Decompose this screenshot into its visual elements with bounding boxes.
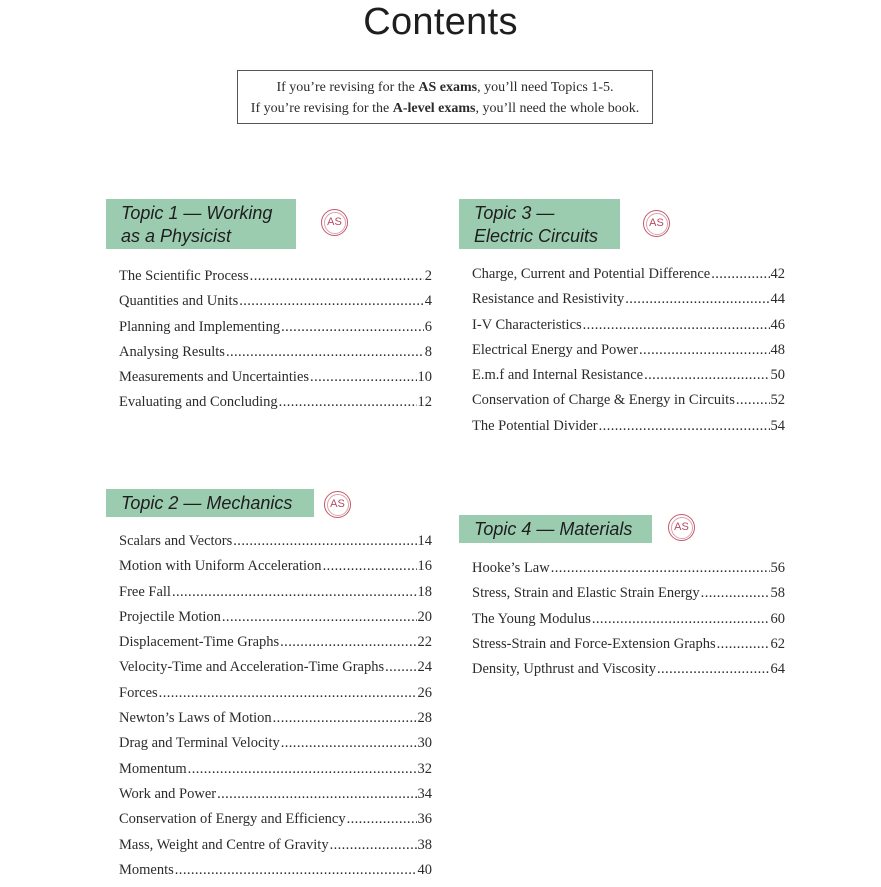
dot-leader (188, 761, 417, 778)
toc-entry (119, 761, 432, 786)
dot-leader (281, 735, 417, 752)
dot-leader (644, 367, 769, 384)
toc-entry-title: Analysing Results (119, 343, 225, 360)
dot-leader (551, 560, 770, 577)
toc-entry-title: Projectile Motion (119, 608, 221, 625)
toc-entry (472, 661, 785, 686)
toc-entry (119, 344, 432, 369)
toc-entry-page: 64 (770, 661, 785, 678)
toc-entry-page: 24 (417, 659, 432, 676)
dot-leader (711, 266, 769, 283)
toc-entry (472, 560, 785, 585)
toc-entry-page: 14 (417, 533, 432, 549)
toc-entry (119, 369, 432, 394)
alevel-exams-label: A-level exams (392, 101, 476, 116)
toc-entry (472, 317, 785, 342)
note-line-as: If you’re revising for the AS exams, you’ll need Topics 1-5. (276, 80, 614, 95)
dot-leader (172, 584, 417, 601)
dot-leader (233, 533, 416, 550)
toc-entry-page: 2 (424, 268, 432, 284)
toc-entry-title: The Young Modulus (472, 610, 591, 627)
dot-leader (347, 811, 417, 828)
toc-entry-page: 38 (417, 836, 432, 853)
dot-leader (175, 862, 417, 879)
toc-entry-title: Free Fall (119, 583, 171, 600)
toc-entry (119, 609, 432, 634)
toc-entry (119, 558, 432, 583)
dot-leader (280, 634, 416, 651)
toc-entry-page: 60 (770, 610, 785, 627)
toc-entry-title: Measurements and Uncertainties (119, 369, 310, 386)
toc-entry (119, 268, 432, 293)
toc-entry (119, 584, 432, 609)
toc-entry-page: 30 (417, 735, 432, 752)
toc-entry-title: Velocity-Time and Acceleration-Time Graphs (119, 659, 385, 676)
toc-entry-page: 54 (770, 417, 785, 434)
toc-entry-title: Forces (119, 684, 158, 701)
toc-entry-title: Drag and Terminal Velocity (119, 735, 280, 752)
topic-2-contents (119, 533, 432, 887)
dot-leader (639, 342, 769, 359)
toc-entry-page: 18 (417, 583, 432, 600)
toc-entry-page: 62 (770, 635, 785, 652)
toc-entry-title: Quantities and Units (119, 293, 239, 310)
dot-leader (330, 837, 417, 854)
toc-entry-title: Hooke’s Law (472, 560, 550, 576)
toc-entry-title: Density, Upthrust and Viscosity (472, 661, 656, 678)
toc-entry-page: 20 (417, 608, 432, 625)
toc-entry-page: 6 (424, 318, 432, 335)
dot-leader (273, 710, 417, 727)
toc-entry-title: Moments (119, 861, 174, 878)
as-badge-icon: AS (321, 209, 348, 236)
toc-entry-title: The Scientific Process (119, 268, 249, 284)
toc-entry (472, 392, 785, 417)
toc-entry-page: 4 (424, 293, 432, 310)
toc-entry-title: Momentum (119, 760, 187, 777)
toc-entry (472, 367, 785, 392)
toc-entry-page: 48 (770, 341, 785, 358)
dot-leader (701, 585, 770, 602)
toc-entry (119, 786, 432, 811)
topic-2-header: Topic 2 — Mechanics (106, 489, 314, 517)
dot-leader (625, 291, 769, 308)
toc-entry-title: I-V Characteristics (472, 316, 582, 333)
toc-entry (119, 659, 432, 684)
toc-entry-title: Planning and Implementing (119, 318, 281, 335)
toc-entry-title: Motion with Uniform Acceleration (119, 558, 322, 575)
toc-entry-title: Electrical Energy and Power (472, 341, 639, 358)
dot-leader (222, 609, 417, 626)
dot-leader (250, 268, 424, 285)
as-badge-icon: AS (668, 514, 695, 541)
topic-3-contents (472, 266, 785, 443)
toc-entry-title: Mass, Weight and Centre of Gravity (119, 836, 329, 853)
toc-entry (119, 837, 432, 862)
toc-entry (472, 342, 785, 367)
toc-entry (119, 394, 432, 419)
toc-entry-page: 32 (417, 760, 432, 777)
dot-leader (323, 558, 417, 575)
dot-leader (736, 392, 770, 409)
toc-entry-title: Evaluating and Concluding (119, 394, 278, 411)
toc-entry-page: 56 (770, 560, 785, 576)
toc-entry-page: 22 (417, 634, 432, 651)
toc-entry-page: 44 (770, 291, 785, 308)
note-line-alevel: If you’re revising for the A-level exams, you’ll need the whole book. (250, 101, 640, 116)
toc-entry (472, 636, 785, 661)
toc-entry-title: Resistance and Resistivity (472, 291, 625, 308)
toc-entry (119, 685, 432, 710)
toc-entry-page: 26 (417, 684, 432, 701)
topic-1-header: Topic 1 — Working as a Physicist (106, 199, 296, 249)
revision-note (237, 70, 653, 124)
toc-entry-title: Scalars and Vectors (119, 533, 233, 549)
toc-entry-page: 34 (417, 785, 432, 802)
toc-entry-title: Displacement-Time Graphs (119, 634, 280, 651)
dot-leader (281, 319, 424, 336)
toc-entry (472, 611, 785, 636)
toc-entry (472, 266, 785, 291)
toc-entry (119, 634, 432, 659)
dot-leader (217, 786, 416, 803)
toc-entry-title: Charge, Current and Potential Difference (472, 266, 711, 282)
dot-leader (226, 344, 424, 361)
toc-entry-page: 58 (770, 585, 785, 602)
toc-entry-page: 16 (417, 558, 432, 575)
toc-entry-page: 40 (417, 861, 432, 878)
toc-entry-page: 46 (770, 316, 785, 333)
topic-3-header: Topic 3 — Electric Circuits (459, 199, 620, 249)
toc-entry (472, 291, 785, 316)
topic-1-contents (119, 268, 432, 420)
toc-entry-title: The Potential Divider (472, 417, 598, 434)
toc-entry-title: Newton’s Laws of Motion (119, 710, 272, 727)
toc-entry (119, 735, 432, 760)
toc-entry (472, 585, 785, 610)
dot-leader (239, 293, 424, 310)
toc-entry (119, 710, 432, 735)
toc-entry (472, 418, 785, 443)
dot-leader (385, 659, 416, 676)
topic-4-contents (472, 560, 785, 686)
as-exams-label: AS exams (418, 80, 478, 95)
dot-leader (657, 661, 770, 678)
toc-entry-title: E.m.f and Internal Resistance (472, 367, 644, 384)
toc-entry-page: 52 (770, 392, 785, 409)
dot-leader (717, 636, 770, 653)
toc-entry-title: Stress-Strain and Force-Extension Graphs (472, 635, 716, 652)
toc-entry-title: Conservation of Energy and Efficiency (119, 811, 346, 828)
toc-entry-page: 12 (417, 394, 432, 411)
topic-4-header: Topic 4 — Materials (459, 515, 652, 543)
toc-entry-page: 36 (417, 811, 432, 828)
toc-entry (119, 811, 432, 836)
dot-leader (159, 685, 417, 702)
toc-entry (119, 862, 432, 887)
page-title: Contents (363, 1, 518, 43)
toc-entry-page: 50 (770, 367, 785, 384)
toc-entry-page: 28 (417, 710, 432, 727)
toc-entry (119, 533, 432, 558)
toc-entry-page: 8 (424, 343, 432, 360)
dot-leader (279, 394, 417, 411)
toc-entry-title: Conservation of Charge & Energy in Circuits (472, 392, 735, 409)
as-badge-icon: AS (643, 210, 670, 237)
toc-entry-page: 42 (770, 266, 785, 282)
toc-entry-title: Work and Power (119, 785, 217, 802)
dot-leader (583, 317, 770, 334)
dot-leader (592, 611, 770, 628)
dot-leader (310, 369, 416, 386)
dot-leader (599, 418, 770, 435)
as-badge-icon: AS (324, 491, 351, 518)
toc-entry (119, 293, 432, 318)
toc-entry-title: Stress, Strain and Elastic Strain Energy (472, 585, 700, 602)
toc-entry (119, 319, 432, 344)
toc-entry-page: 10 (417, 369, 432, 386)
